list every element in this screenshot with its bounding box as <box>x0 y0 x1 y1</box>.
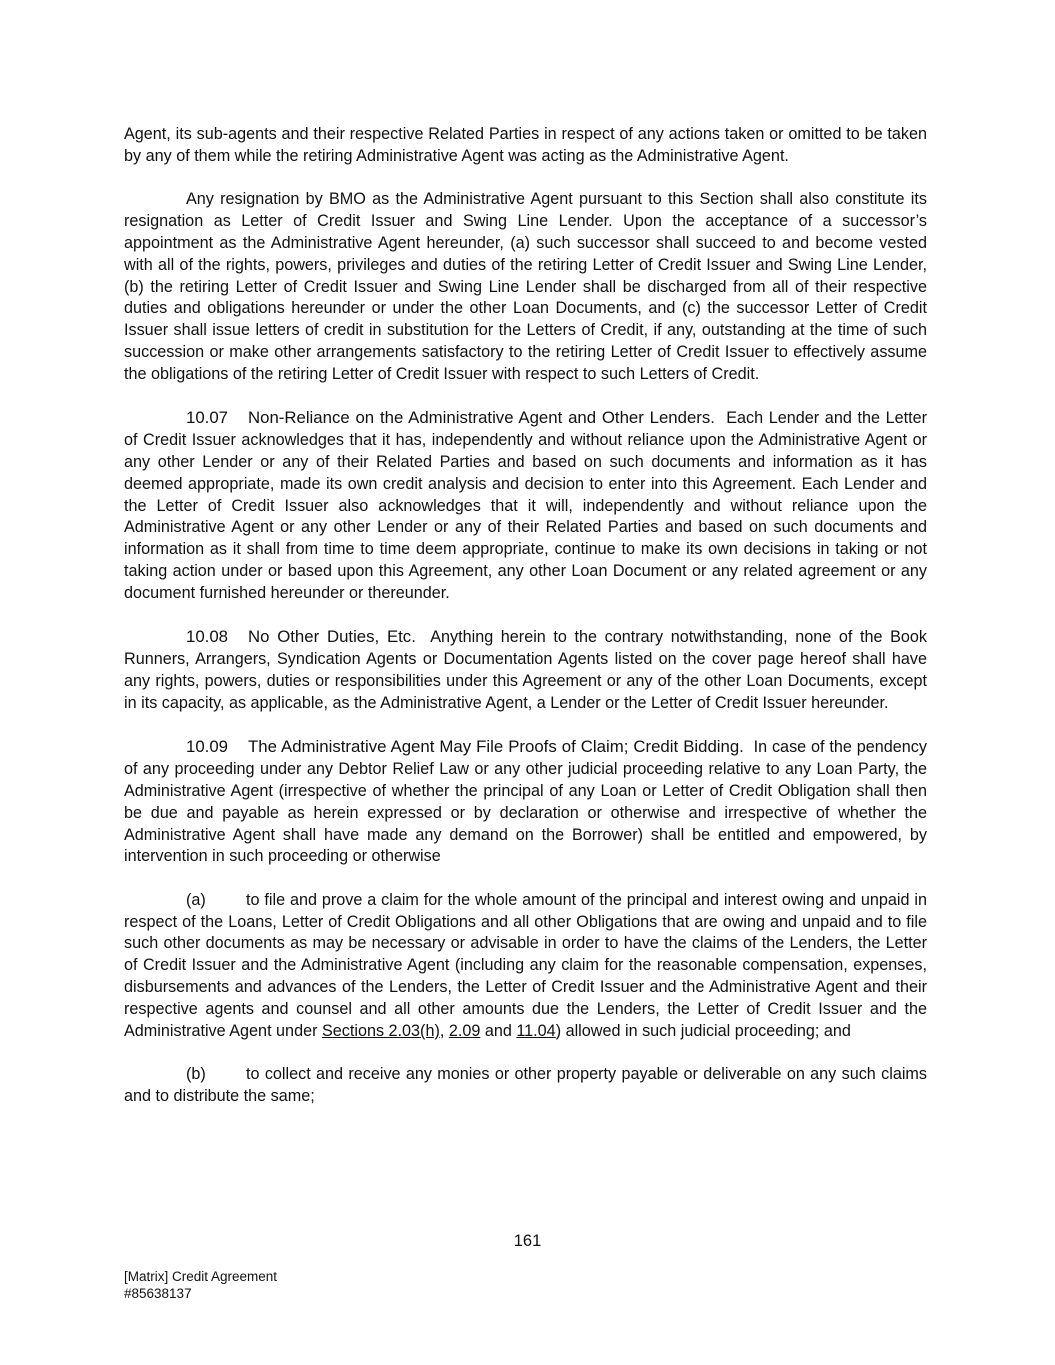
section-heading: No Other Duties, Etc. <box>248 627 416 647</box>
section-number: 10.07 <box>186 408 228 428</box>
section-10-08 <box>124 626 927 714</box>
section-10-07 <box>124 407 927 604</box>
footer-document-title: [Matrix] Credit Agreement <box>124 1269 278 1284</box>
cross-reference-link[interactable]: 2.09 <box>448 1021 481 1040</box>
clause-tail: ) allowed in such judicial proceeding; and <box>555 1021 851 1040</box>
separator: and <box>484 1021 512 1040</box>
clause-b <box>124 1064 927 1108</box>
clause-text: to collect and receive any monies or other property payable or deliverable on any such claims and to distribute the same; <box>124 1065 927 1106</box>
section-number: 10.08 <box>186 627 228 647</box>
section-10-09 <box>124 736 927 868</box>
cross-reference-link[interactable]: 11.04 <box>516 1021 556 1040</box>
section-heading: The Administrative Agent May File Proofs of Claim; Credit Bidding. <box>248 737 744 757</box>
document-body <box>124 124 927 1130</box>
section-body: Each Lender and the Letter of Credit Issuer acknowledges that it has, independently and without reliance upon the Administrative Agent or any other Lender or any of their Related Parties and based on such documents and information as it has deemed appropriate, made its own credit analysis and decision to enter into this Agreement. Each Lender and the Letter of Credit Issuer also acknowledges that it will, independently and without reliance upon the Administrative Agent or any other Lender or any of their Related Parties and based on such documents and information as it shall from time to time deem appropriate, continue to make its own decisions in taking or not taking action under or based upon this Agreement, any other Loan Document or any related agreement or any document furnished hereunder or thereunder. <box>124 409 927 602</box>
separator: , <box>439 1021 445 1040</box>
clause-label: (a) <box>186 890 206 909</box>
clause-label: (b) <box>186 1065 206 1084</box>
page-number: 161 <box>513 1232 542 1250</box>
clause-a <box>124 890 927 1043</box>
clause-text: to file and prove a claim for the whole amount of the principal and interest owing and unpaid in respect of the Loans, Letter of Credit Obligations and all other Obligations that are owing and unpaid and to file such other documents as may be necessary or advisable in order to have the claims of the Lenders, the Letter of Credit Issuer and the Administrative Agent (including any claim for the reasonable compensation, expenses, disbursements and advances of the Lenders, the Letter of Credit Issuer and the Administrative Agent and their respective agents and counsel and all other amounts due the Lenders, the Letter of Credit Issuer and the Administrative Agent under <box>124 890 927 1040</box>
cross-reference-link[interactable]: Sections 2.03(h) <box>321 1021 440 1040</box>
continuation-paragraph: Agent, its sub-agents and their respective Related Parties in respect of any actions taken or omitted to be taken by any of them while the retiring Administrative Agent was acting as the Administrative Agent. <box>124 125 927 165</box>
resignation-paragraph: Any resignation by BMO as the Administrative Agent pursuant to this Section shall also constitute its resignation as Letter of Credit Issuer and Swing Line Lender. Upon the acceptance of a successor’s appointment as the Administrative Agent hereunder, (a) such successor shall succeed to and become vested with all of the rights, powers, privileges and duties of the retiring Letter of Credit Issuer and Swing Line Lender, (b) the retiring Letter of Credit Issuer and Swing Line Lender shall be discharged from all of their respective duties and obligations hereunder or under the other Loan Documents, and (c) the successor Letter of Credit Issuer shall issue letters of credit in substitution for the Letters of Credit, if any, outstanding at the time of such succession or make other arrangements satisfactory to the retiring Letter of Credit Issuer to effectively assume the obligations of the retiring Letter of Credit Issuer with respect to such Letters of Credit. <box>124 190 927 383</box>
footer <box>124 1268 277 1302</box>
section-body: In case of the pendency of any proceeding under any Debtor Relief Law or any other judicial proceeding relative to any Loan Party, the Administrative Agent (irrespective of whether the principal of any Loan or Letter of Credit Obligation shall then be due and payable as herein expressed or by declaration or otherwise and irrespective of whether the Administrative Agent shall have made any demand on the Borrower) shall be entitled and empowered, by intervention in such proceeding or otherwise <box>124 738 927 866</box>
section-heading: Non-Reliance on the Administrative Agent and Other Lenders. <box>248 408 715 428</box>
section-number: 10.09 <box>186 737 228 757</box>
footer-document-id: #85638137 <box>124 1286 192 1301</box>
section-body: Anything herein to the contrary notwithstanding, none of the Book Runners, Arrangers, Syndication Agents or Documentation Agents listed on the cover page hereof shall have any rights, powers, duties or responsibilities under this Agreement or any of the other Loan Documents, except in its capacity, as applicable, as the Administrative Agent, a Lender or the Letter of Credit Issuer hereunder. <box>124 628 928 712</box>
